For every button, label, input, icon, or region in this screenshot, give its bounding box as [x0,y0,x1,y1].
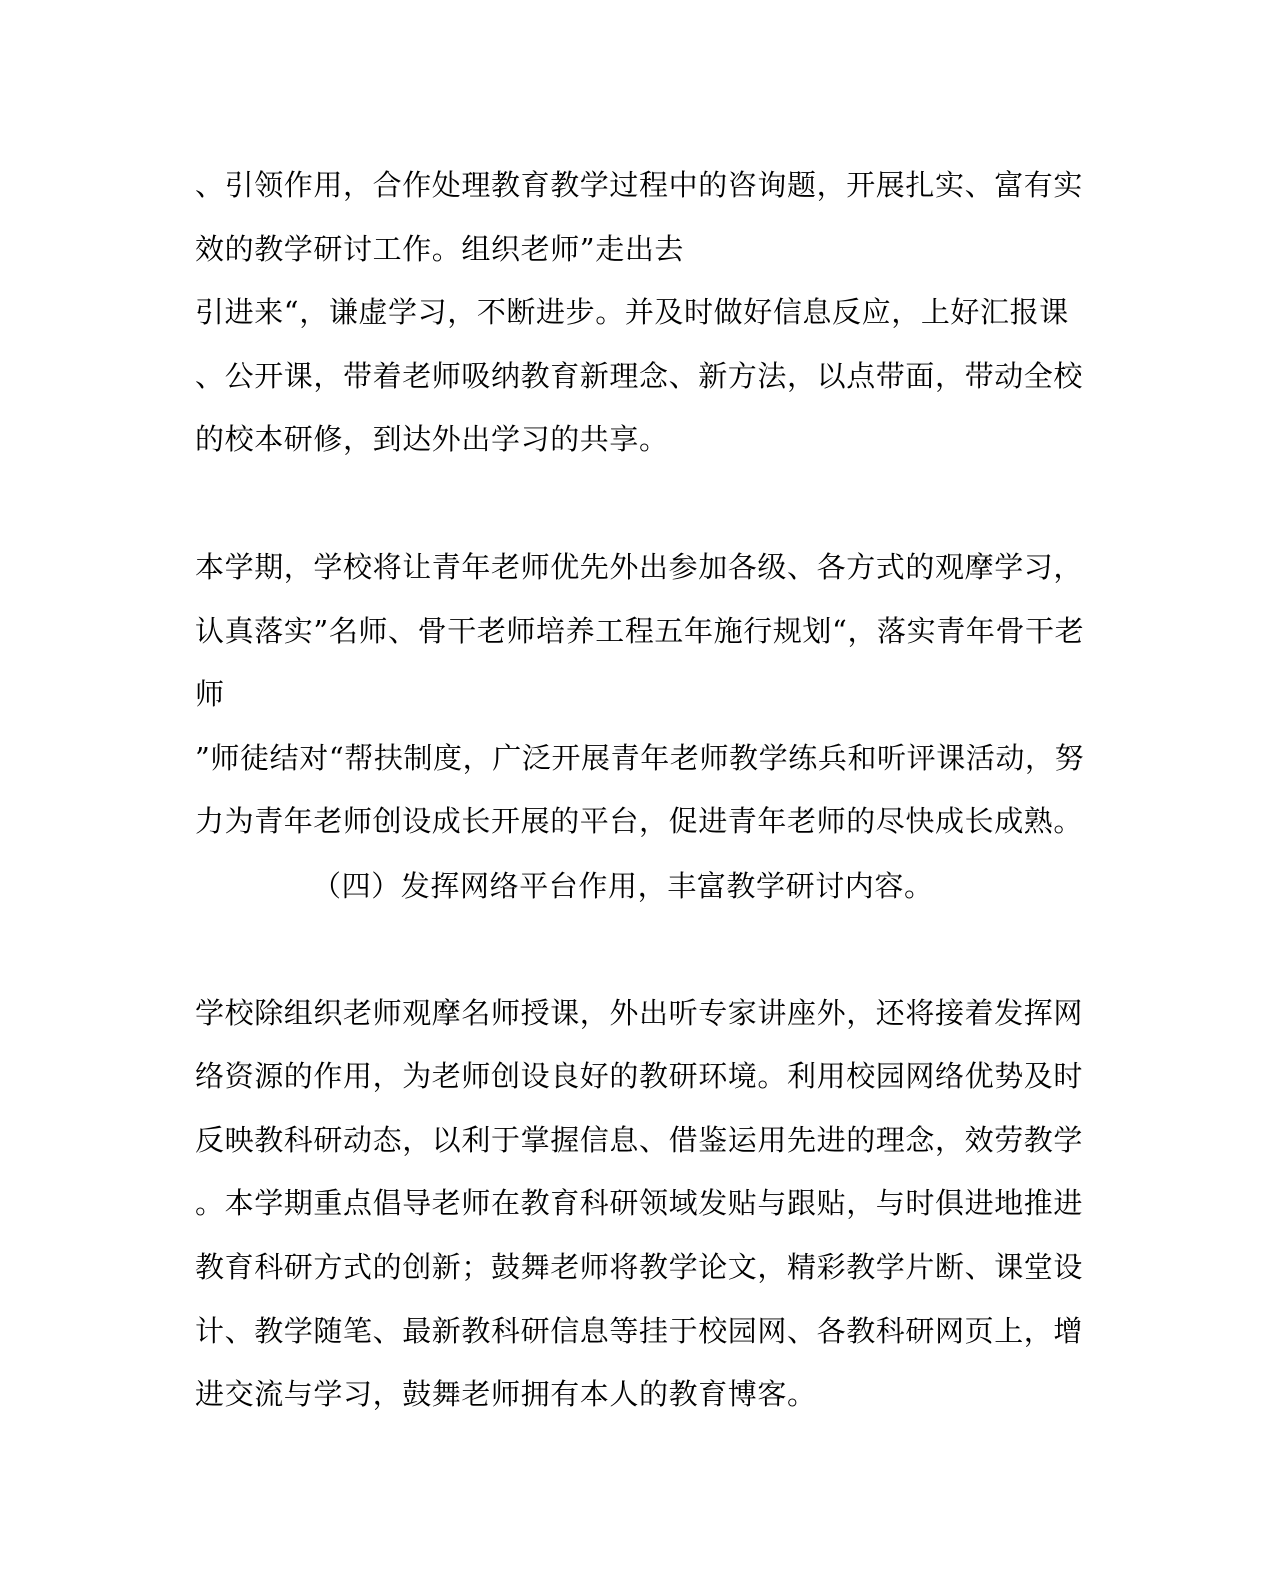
paragraph-line: 效的教学研讨工作。组织老师”走出去 [195,232,685,266]
paragraph-line: 、公开课，带着老师吸纳教育新理念、新方法，以点带面，带动全校 [195,359,1084,393]
paragraph-line: 师 [195,677,225,711]
paragraph-line: 反映教科研动态，以利于掌握信息、借鉴运用先进的理念，效劳教学 [195,1123,1084,1157]
paragraph-line: 计、教学随笔、最新教科研信息等挂于校园网、各教科研网页上，增 [195,1314,1084,1348]
paragraph-line: 本学期，学校将让青年老师优先外出参加各级、各方式的观摩学习， [195,550,1084,584]
paragraph-line: 。本学期重点倡导老师在教育科研领域发贴与跟贴，与时俱进地推进 [195,1186,1084,1220]
paragraph-line: 引进来“，谦虚学习，不断进步。并及时做好信息反应，上好汇报课 [195,295,1069,329]
paragraph-line: 进交流与学习，鼓舞老师拥有本人的教育博客。 [195,1377,817,1411]
paragraph-line: 络资源的作用，为老师创设良好的教研环境。利用校园网络优势及时 [195,1059,1084,1093]
paragraph-line: 学校除组织老师观摩名师授课，外出听专家讲座外，还将接着发挥网 [195,996,1084,1030]
paragraph-line: 的校本研修，到达外出学习的共享。 [195,422,669,456]
section-heading: （四）发挥网络平台作用，丰富教学研讨内容。 [312,869,934,903]
paragraph-line: ”师徒结对“帮扶制度，广泛开展青年老师教学练兵和听评课活动，努 [195,741,1085,775]
paragraph-line: 力为青年老师创设成长开展的平台，促进青年老师的尽快成长成熟。 [195,804,1084,838]
paragraph-line: 认真落实”名师、骨干老师培养工程五年施行规划“，落实青年骨干老 [195,614,1085,648]
paragraph-line: 、引领作用，合作处理教育教学过程中的咨询题，开展扎实、富有实 [195,168,1084,202]
paragraph-line: 教育科研方式的创新；鼓舞老师将教学论文，精彩教学片断、课堂设 [195,1250,1084,1284]
